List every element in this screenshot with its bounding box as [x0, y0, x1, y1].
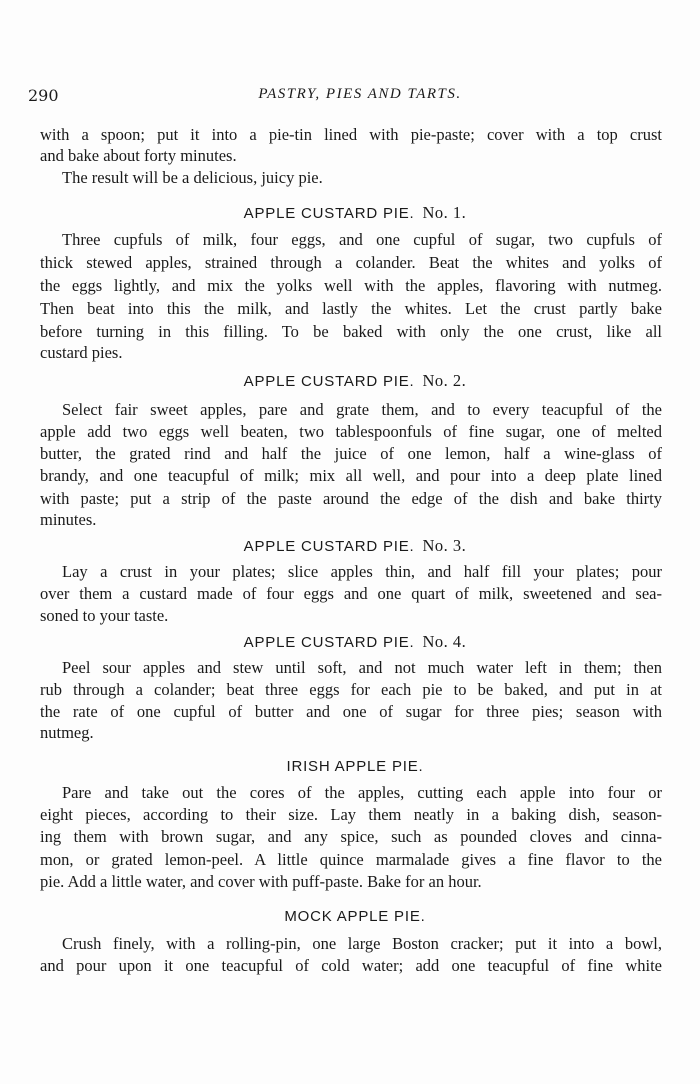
text-line: Three cupfuls of milk, four eggs, and one cupful of sugar, two cupfuls of [62, 230, 662, 249]
text-line: butter, the grated rind and half the juice of one lemon, half a wine-glass of [40, 444, 662, 463]
text-line: mon, or grated lemon-peel. A little quince marmalade gives a fine flavor to the [40, 850, 662, 869]
section-heading [0, 536, 700, 558]
text-line: The result will be a delicious, juicy pie. [62, 168, 323, 187]
text-line: brandy, and one teacupful of milk; mix all well, and pour into a deep plate lined [40, 466, 662, 485]
heading-title: APPLE CUSTARD PIE. [243, 538, 415, 555]
text-line: nutmeg. [40, 723, 94, 742]
heading-number: No. 3. [422, 536, 467, 555]
section-heading [0, 371, 700, 393]
text-line: with a spoon; put it into a pie-tin lined with pie-paste; cover with a top crust [40, 125, 662, 144]
text-line: custard pies. [40, 343, 123, 362]
text-line: Then beat into this the milk, and lastly the whites. Let the crust partly bake [40, 299, 662, 318]
section-heading [0, 203, 700, 225]
heading-title: MOCK APPLE PIE. [284, 908, 426, 925]
text-line: pie. Add a little water, and cover with puff-paste. Bake for an hour. [40, 872, 482, 891]
heading-number: No. 2. [422, 371, 467, 390]
text-line: Crush finely, with a rolling-pin, one large Boston cracker; put it into a bowl, [62, 934, 662, 953]
heading-title: APPLE CUSTARD PIE. [243, 373, 415, 390]
running-title: PASTRY, PIES AND TARTS. [258, 86, 462, 102]
text-line: the rate of one cupful of butter and one of sugar for three pies; season with [40, 702, 662, 721]
section-heading [0, 632, 700, 654]
text-line: the eggs lightly, and mix the yolks well with the apples, flavoring with nutmeg. [40, 276, 662, 295]
text-line: ing them with brown sugar, and any spice, such as pounded cloves and cinna- [40, 827, 662, 846]
text-line: soned to your taste. [40, 606, 169, 625]
heading-title: IRISH APPLE PIE. [286, 758, 424, 775]
heading-title: APPLE CUSTARD PIE. [243, 205, 415, 222]
heading-title: APPLE CUSTARD PIE. [243, 634, 415, 651]
text-line: minutes. [40, 510, 97, 529]
text-line: and pour upon it one teacupful of cold water; add one teacupful of fine white [40, 956, 662, 975]
text-line: before turning in this filling. To be baked with only the one crust, like all [40, 322, 662, 341]
text-line: Lay a crust in your plates; slice apples thin, and half fill your plates; pour [62, 562, 662, 581]
text-line: Pare and take out the cores of the apples, cutting each apple into four or [62, 783, 662, 802]
text-line: and bake about forty minutes. [40, 146, 237, 165]
heading-number: No. 1. [422, 203, 467, 222]
section-heading [0, 756, 700, 778]
text-line: Select fair sweet apples, pare and grate them, and to every teacupful of the [62, 400, 662, 419]
text-line: rub through a colander; beat three eggs for each pie to be baked, and put in at [40, 680, 662, 699]
text-line: apple add two eggs well beaten, two tablespoonfuls of fine sugar, one of melted [40, 422, 662, 441]
text-line: Peel sour apples and stew until soft, and not much water left in them; then [62, 658, 662, 677]
heading-number: No. 4. [422, 632, 467, 651]
text-line: thick stewed apples, strained through a colander. Beat the whites and yolks of [40, 253, 662, 272]
page-number: 290 [28, 86, 59, 105]
section-heading [0, 906, 700, 928]
text-line: eight pieces, according to their size. Lay them neatly in a baking dish, season- [40, 805, 662, 824]
text-line: with paste; put a strip of the paste around the edge of the dish and bake thirty [40, 489, 662, 508]
text-line: over them a custard made of four eggs and one quart of milk, sweetened and sea- [40, 584, 662, 603]
